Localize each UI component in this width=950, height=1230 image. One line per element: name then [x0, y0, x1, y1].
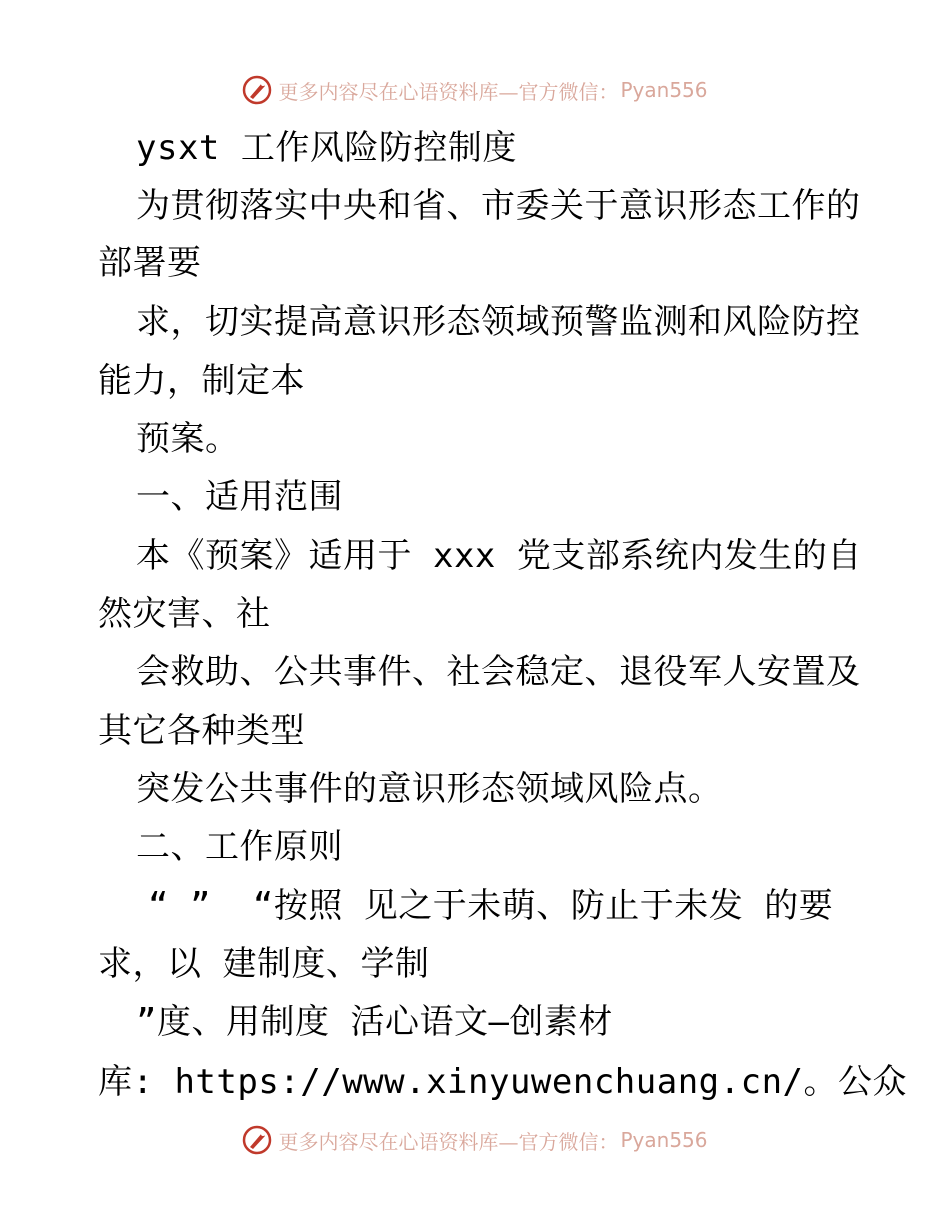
- paragraph-line: 然灾害、社: [98, 594, 271, 634]
- paragraph-line: 其它各种类型: [98, 711, 305, 751]
- pen-logo-icon: [242, 1125, 272, 1155]
- header-wechat-id: Pyan556: [620, 78, 708, 102]
- paragraph-line: 突发公共事件的意识形态领域风险点。: [136, 769, 723, 809]
- paragraph-line: 求，以 建制度、学制: [98, 944, 430, 984]
- header-watermark: [0, 70, 950, 110]
- paragraph-line: 会救助、公共事件、社会稳定、退役军人安置及: [136, 652, 861, 692]
- footer-wechat-id: Pyan556: [620, 1128, 708, 1152]
- footer-watermark-text: 更多内容尽在心语资料库—官方微信：: [278, 1129, 619, 1154]
- paragraph-line: 为贯彻落实中央和省、市委关于意识形态工作的: [136, 186, 861, 226]
- paragraph-line: “ ” “按照 见之于未萌、防止于未发 的要: [148, 886, 834, 926]
- paragraph-line: 本《预案》适用于 xxx 党支部系统内发生的自: [136, 536, 862, 576]
- section-heading: 二、工作原则: [136, 827, 343, 867]
- pen-logo-icon: [242, 75, 272, 105]
- header-watermark-text: 更多内容尽在心语资料库—官方微信：: [278, 79, 619, 104]
- paragraph-line: 预案。: [136, 419, 240, 459]
- paragraph-line: 部署要: [98, 243, 202, 283]
- section-heading: 一、适用范围: [136, 477, 343, 517]
- paragraph-line: 能力，制定本: [98, 361, 305, 401]
- footer-watermark: [0, 1120, 950, 1160]
- paragraph-line: ”度、用制度 活心语文—创素材: [136, 1002, 613, 1042]
- document-title: ysxt 工作风险防控制度: [136, 128, 517, 168]
- paragraph-line: 库: https://www.xinyuwenchuang.cn/。公众: [98, 1062, 908, 1102]
- paragraph-line: 求，切实提高意识形态领域预警监测和风险防控: [136, 302, 861, 342]
